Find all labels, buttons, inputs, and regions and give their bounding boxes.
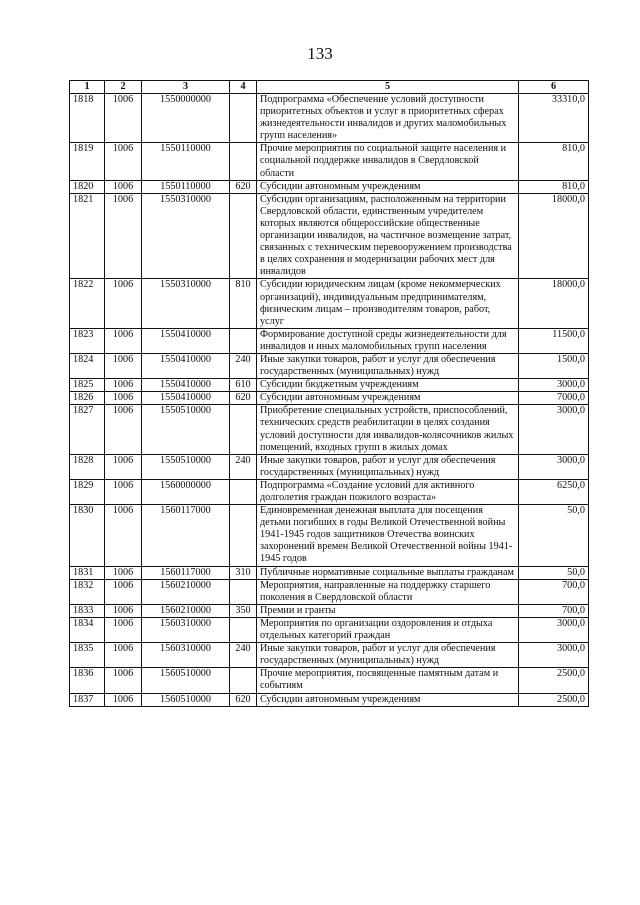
- column-header: 6: [519, 81, 589, 94]
- item-name: Субсидии автономным учреждениям: [257, 180, 519, 193]
- table-row: [70, 454, 589, 479]
- item-name: Премии и гранты: [257, 604, 519, 617]
- row-number: 1824: [70, 353, 105, 378]
- expense-type-code: 620: [230, 392, 257, 405]
- row-number: 1829: [70, 479, 105, 504]
- target-code: 1560117000: [142, 505, 230, 566]
- amount: 11500,0: [519, 328, 589, 353]
- table-row: [70, 505, 589, 566]
- budget-table: [69, 80, 589, 707]
- amount: 1500,0: [519, 353, 589, 378]
- amount: 3000,0: [519, 379, 589, 392]
- target-code: 1560310000: [142, 643, 230, 668]
- target-code: 1550410000: [142, 353, 230, 378]
- section-code: 1006: [105, 566, 142, 579]
- section-code: 1006: [105, 405, 142, 454]
- amount: 50,0: [519, 505, 589, 566]
- target-code: 1560210000: [142, 604, 230, 617]
- expense-type-code: [230, 505, 257, 566]
- table-header-row: [70, 81, 589, 94]
- expense-type-code: [230, 617, 257, 642]
- table-row: [70, 617, 589, 642]
- section-code: 1006: [105, 579, 142, 604]
- amount: 7000,0: [519, 392, 589, 405]
- amount: 810,0: [519, 180, 589, 193]
- amount: 6250,0: [519, 479, 589, 504]
- target-code: 1550410000: [142, 328, 230, 353]
- amount: 700,0: [519, 579, 589, 604]
- target-code: 1550310000: [142, 193, 230, 279]
- item-name: Подпрограмма «Обеспечение условий доступности приоритетных объектов и услуг в приоритетных сферах жизнедеятельности инвалидов и других маломобильных групп населения»: [257, 94, 519, 143]
- column-header: 1: [70, 81, 105, 94]
- row-number: 1837: [70, 693, 105, 706]
- target-code: 1550410000: [142, 392, 230, 405]
- amount: 18000,0: [519, 193, 589, 279]
- item-name: Иные закупки товаров, работ и услуг для обеспечения государственных (муниципальных) нужд: [257, 454, 519, 479]
- amount: 810,0: [519, 143, 589, 180]
- expense-type-code: [230, 143, 257, 180]
- expense-type-code: [230, 479, 257, 504]
- section-code: 1006: [105, 668, 142, 693]
- table-row: [70, 604, 589, 617]
- item-name: Формирование доступной среды жизнедеятельности для инвалидов и иных маломобильных групп населения: [257, 328, 519, 353]
- table-row: [70, 405, 589, 454]
- table-row: [70, 180, 589, 193]
- section-code: 1006: [105, 617, 142, 642]
- item-name: Субсидии автономным учреждениям: [257, 693, 519, 706]
- section-code: 1006: [105, 604, 142, 617]
- row-number: 1820: [70, 180, 105, 193]
- target-code: 1560510000: [142, 668, 230, 693]
- row-number: 1835: [70, 643, 105, 668]
- expense-type-code: [230, 579, 257, 604]
- expense-type-code: [230, 668, 257, 693]
- table-row: [70, 193, 589, 279]
- item-name: Субсидии организациям, расположенным на территории Свердловской области, единственным учредителем которых являются общероссийские общественные организации инвалидов, на частичное возмещение затрат, связанных с техническим перевооружением производства в целях сохранения и модернизации рабочих мест для инвалидов: [257, 193, 519, 279]
- amount: 3000,0: [519, 617, 589, 642]
- section-code: 1006: [105, 193, 142, 279]
- column-header: 2: [105, 81, 142, 94]
- section-code: 1006: [105, 379, 142, 392]
- expense-type-code: 620: [230, 180, 257, 193]
- amount: 3000,0: [519, 454, 589, 479]
- expense-type-code: 240: [230, 454, 257, 479]
- row-number: 1823: [70, 328, 105, 353]
- row-number: 1822: [70, 279, 105, 328]
- expense-type-code: [230, 94, 257, 143]
- section-code: 1006: [105, 353, 142, 378]
- item-name: Мероприятия по организации оздоровления и отдыха отдельных категорий граждан: [257, 617, 519, 642]
- row-number: 1830: [70, 505, 105, 566]
- item-name: Прочие мероприятия, посвященные памятным датам и событиям: [257, 668, 519, 693]
- table-row: [70, 328, 589, 353]
- row-number: 1825: [70, 379, 105, 392]
- row-number: 1827: [70, 405, 105, 454]
- expense-type-code: 620: [230, 693, 257, 706]
- item-name: Приобретение специальных устройств, приспособлений, технических средств реабилитации в целях создания условий доступности для инвалидов-колясочников жилых помещений, входных групп в жилых домах: [257, 405, 519, 454]
- row-number: 1832: [70, 579, 105, 604]
- expense-type-code: 350: [230, 604, 257, 617]
- section-code: 1006: [105, 392, 142, 405]
- item-name: Прочие мероприятия по социальной защите населения и социальной поддержке инвалидов в Свердловской области: [257, 143, 519, 180]
- target-code: 1550410000: [142, 379, 230, 392]
- section-code: 1006: [105, 328, 142, 353]
- table-body: [70, 94, 589, 707]
- amount: 18000,0: [519, 279, 589, 328]
- section-code: 1006: [105, 693, 142, 706]
- target-code: 1550110000: [142, 143, 230, 180]
- table-row: [70, 693, 589, 706]
- row-number: 1819: [70, 143, 105, 180]
- table-row: [70, 353, 589, 378]
- table-row: [70, 579, 589, 604]
- expense-type-code: [230, 328, 257, 353]
- table-row: [70, 379, 589, 392]
- section-code: 1006: [105, 454, 142, 479]
- table-row: [70, 668, 589, 693]
- item-name: Публичные нормативные социальные выплаты гражданам: [257, 566, 519, 579]
- section-code: 1006: [105, 143, 142, 180]
- section-code: 1006: [105, 279, 142, 328]
- amount: 3000,0: [519, 643, 589, 668]
- column-header: 3: [142, 81, 230, 94]
- target-code: 1550510000: [142, 405, 230, 454]
- item-name: Субсидии автономным учреждениям: [257, 392, 519, 405]
- row-number: 1821: [70, 193, 105, 279]
- table-row: [70, 143, 589, 180]
- section-code: 1006: [105, 643, 142, 668]
- target-code: 1560210000: [142, 579, 230, 604]
- table-row: [70, 479, 589, 504]
- row-number: 1831: [70, 566, 105, 579]
- section-code: 1006: [105, 94, 142, 143]
- expense-type-code: [230, 405, 257, 454]
- item-name: Единовременная денежная выплата для посещения детьми погибших в годы Великой Отечественной войны 1941-1945 годов защитников Отечества воинских захоронений времен Великой Отечественной войны 1941-1945 годов: [257, 505, 519, 566]
- page-number: 133: [307, 44, 333, 63]
- item-name: Мероприятия, направленные на поддержку старшего поколения в Свердловской области: [257, 579, 519, 604]
- row-number: 1836: [70, 668, 105, 693]
- table-row: [70, 279, 589, 328]
- target-code: 1550000000: [142, 94, 230, 143]
- table-row: [70, 566, 589, 579]
- column-header: 5: [257, 81, 519, 94]
- amount: 33310,0: [519, 94, 589, 143]
- item-name: Иные закупки товаров, работ и услуг для обеспечения государственных (муниципальных) нужд: [257, 353, 519, 378]
- amount: 700,0: [519, 604, 589, 617]
- column-header: 4: [230, 81, 257, 94]
- row-number: 1818: [70, 94, 105, 143]
- row-number: 1833: [70, 604, 105, 617]
- amount: 3000,0: [519, 405, 589, 454]
- row-number: 1828: [70, 454, 105, 479]
- table-row: [70, 94, 589, 143]
- section-code: 1006: [105, 479, 142, 504]
- item-name: Субсидии бюджетным учреждениям: [257, 379, 519, 392]
- expense-type-code: 240: [230, 353, 257, 378]
- row-number: 1826: [70, 392, 105, 405]
- expense-type-code: 810: [230, 279, 257, 328]
- item-name: Иные закупки товаров, работ и услуг для обеспечения государственных (муниципальных) нужд: [257, 643, 519, 668]
- target-code: 1560000000: [142, 479, 230, 504]
- expense-type-code: 240: [230, 643, 257, 668]
- amount: 2500,0: [519, 693, 589, 706]
- amount: 50,0: [519, 566, 589, 579]
- item-name: Субсидии юридическим лицам (кроме некоммерческих организаций), индивидуальным предпринимателям, физическим лицам – производителям товаров, работ, услуг: [257, 279, 519, 328]
- amount: 2500,0: [519, 668, 589, 693]
- target-code: 1560510000: [142, 693, 230, 706]
- section-code: 1006: [105, 505, 142, 566]
- target-code: 1560310000: [142, 617, 230, 642]
- target-code: 1560117000: [142, 566, 230, 579]
- target-code: 1550110000: [142, 180, 230, 193]
- table-row: [70, 392, 589, 405]
- item-name: Подпрограмма «Создание условий для активного долголетия граждан пожилого возраста»: [257, 479, 519, 504]
- target-code: 1550310000: [142, 279, 230, 328]
- section-code: 1006: [105, 180, 142, 193]
- target-code: 1550510000: [142, 454, 230, 479]
- row-number: 1834: [70, 617, 105, 642]
- expense-type-code: 610: [230, 379, 257, 392]
- expense-type-code: 310: [230, 566, 257, 579]
- table-row: [70, 643, 589, 668]
- expense-type-code: [230, 193, 257, 279]
